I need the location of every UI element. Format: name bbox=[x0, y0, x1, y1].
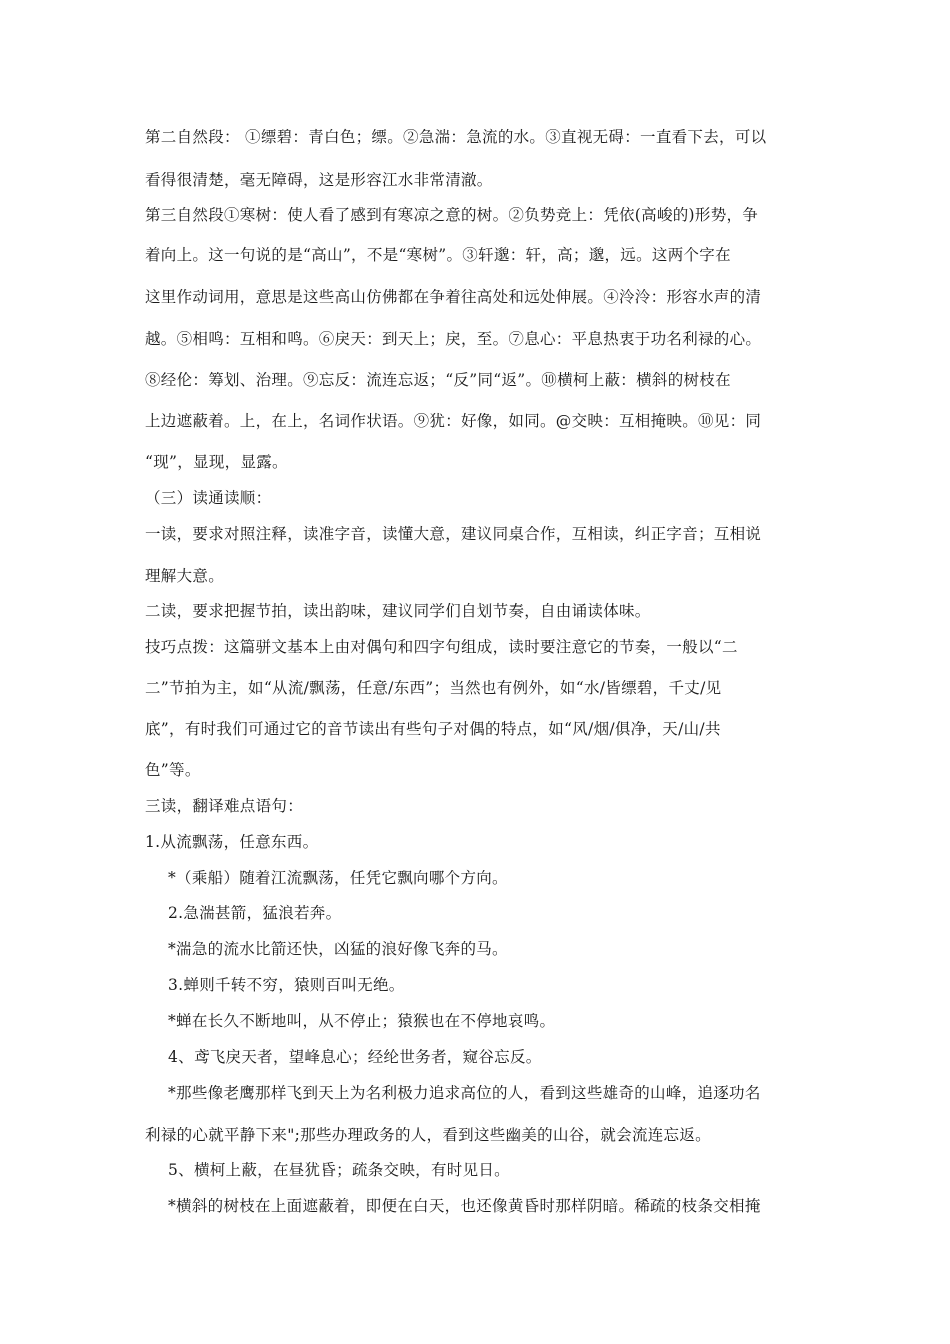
translation-line: *横斜的树枝在上面遮蔽着，即便在白天，也还像黄昏时那样阴暗。稀疏的枝条交相掩 bbox=[168, 1197, 761, 1215]
text-line: 一读，要求对照注释，读准字音，读懂大意，建议同桌合作，互相读，纠正字音；互相说 bbox=[145, 525, 762, 543]
text-line: “现”，显现，显露。 bbox=[145, 453, 288, 471]
text-line: 利禄的心就平静下来";那些办理政务的人，看到这些幽美的山谷，就会流连忘返。 bbox=[145, 1126, 711, 1144]
translation-line: *湍急的流水比箭还快，凶猛的浪好像飞奔的马。 bbox=[168, 940, 508, 958]
translation-line: *蝉在长久不断地叫，从不停止；猿猴也在不停地哀鸣。 bbox=[168, 1012, 556, 1030]
translation-line: *那些像老鹰那样飞到天上为名利极力追求高位的人，看到这些雄奇的山峰，追逐功名 bbox=[168, 1084, 761, 1102]
text-line: 第二自然段： ①缥碧：青白色；缥。②急湍：急流的水。③直视无碍：一直看下去，可以 bbox=[145, 128, 767, 146]
text-line: 上边遮蔽着。上，在上，名词作状语。⑨犹：好像，如同。@交映：互相掩映。⑩见：同 bbox=[145, 412, 762, 430]
text-line: 理解大意。 bbox=[145, 567, 225, 585]
list-item: 1.从流飘荡，任意东西。 bbox=[145, 833, 319, 851]
text-line: 技巧点拨：这篇骈文基本上由对偶句和四字句组成，读时要注意它的节奏，一般以“二 bbox=[145, 638, 738, 656]
text-line: 这里作动词用，意思是这些高山仿佛都在争着往高处和远处伸展。④泠泠：形容水声的清 bbox=[145, 288, 762, 306]
list-item: 3.蝉则千转不穷，猿则百叫无绝。 bbox=[168, 976, 405, 994]
text-line: ⑧经伦：筹划、治理。⑨忘反：流连忘返；“反”同“返”。⑩横柯上蔽：横斜的树枝在 bbox=[145, 371, 731, 389]
text-line: 二”节拍为主，如“从流/飘荡，任意/东西”；当然也有例外，如“水/皆缥碧，千丈/见 bbox=[145, 679, 722, 697]
list-item: 4、鸢飞戾天者，望峰息心；经纶世务者，窥谷忘反。 bbox=[168, 1048, 542, 1066]
list-item: 2.急湍甚箭，猛浪若奔。 bbox=[168, 904, 342, 922]
text-line: 底”，有时我们可通过它的音节读出有些句子对偶的特点，如“风/烟/俱净，天/山/共 bbox=[145, 720, 721, 738]
text-line: 第三自然段①寒树：使人看了感到有寒凉之意的树。②负势竞上：凭依(高峻的)形势，争 bbox=[145, 206, 759, 224]
text-line: 二读，要求把握节拍，读出韵味，建议同学们自划节奏，自由诵读体味。 bbox=[145, 602, 651, 620]
section-heading: （三）读通读顺： bbox=[145, 489, 272, 507]
text-line: 三读，翻译难点语句： bbox=[145, 797, 304, 815]
translation-line: *（乘船）随着江流飘荡，任凭它飘向哪个方向。 bbox=[168, 869, 508, 887]
text-line: 看得很清楚，毫无障碍，这是形容江水非常清澈。 bbox=[145, 171, 493, 189]
text-line: 色”等。 bbox=[145, 761, 201, 779]
text-line: 越。⑤相鸣：互相和鸣。⑥戾天：到天上；戾，至。⑦息心：平息热衷于功名利禄的心。 bbox=[145, 330, 762, 348]
list-item: 5、横柯上蔽，在昼犹昏；疏条交映，有时见日。 bbox=[168, 1161, 510, 1179]
text-line: 着向上。这一句说的是“高山”，不是“寒树”。③轩邈：轩，高；邈，远。这两个字在 bbox=[145, 246, 731, 264]
